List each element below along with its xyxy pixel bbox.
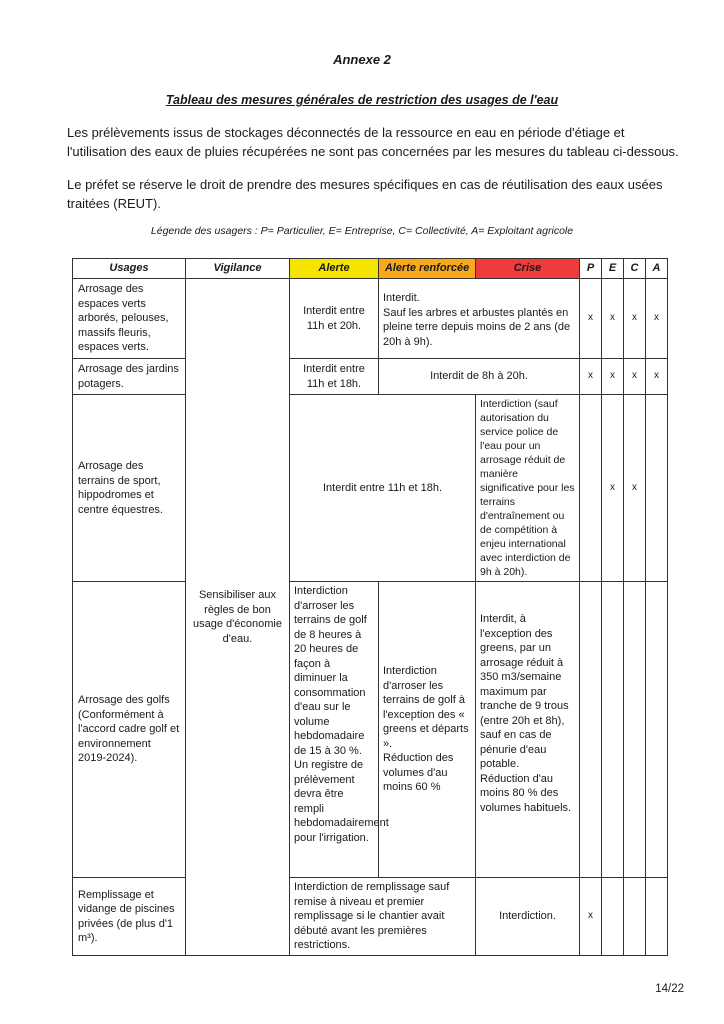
vigilance-text: Sensibiliser aux règles de bon usage d'économie d'eau. — [193, 589, 282, 645]
c-piscines — [624, 878, 646, 956]
intro-paragraph-1: Les prélèvements issus de stockages déconnectés de la ressource en eau en période d'étiage et l'utilisation des eaux de pluies récupérées ne sont pas concernées par les mesures du tableau ci-dessous. — [67, 125, 679, 159]
alerte-golfs: Interdiction d'arroser les terrains de golf de 8 heures à 20 heures de façon à diminuer la consommation d'eau sur le volume hebdomadaire de 15 à 30 %. Un registre de prélèvement devra être rempli hebdomadairement pour l'irrigation. — [290, 582, 379, 878]
header-alerte-renforcee: Alerte renforcée — [379, 259, 476, 279]
table-title: Tableau des mesures générales de restriction des usages de l'eau — [165, 93, 559, 107]
usage-jardins-potagers: Arrosage des jardins potagers. — [73, 359, 186, 395]
intro-paragraph-2: Le préfet se réserve le droit de prendre des mesures spécifiques en cas de réutilisation des eaux usées traitées (REUT). — [67, 177, 663, 211]
usage-golfs: Arrosage des golfs (Conformément à l'accord cadre golf et environnement 2019-2024). — [73, 582, 186, 878]
table-header-row — [73, 259, 668, 279]
header-crise: Crise — [476, 259, 580, 279]
renforcee-crise-jardins-potagers: Interdit de 8h à 20h. — [379, 359, 580, 395]
espaces-verts-exception: Sauf les arbres et arbustes plantés en pleine terre depuis moins de 2 ans (de 20h à 9h). — [383, 306, 571, 348]
usage-espaces-verts: Arrosage des espaces verts arborés, pelouses, massifs fleuris, espaces verts. — [73, 279, 186, 359]
header-p: P — [580, 259, 602, 279]
header-vigilance: Vigilance — [186, 259, 290, 279]
golfs-renforcee-reduction: Réduction des volumes d'au moins 60 % — [383, 752, 454, 794]
renforcee-crise-espaces-verts — [379, 279, 580, 359]
p-espaces-verts: x — [580, 279, 602, 359]
header-alerte: Alerte — [290, 259, 379, 279]
p-jardins-potagers: x — [580, 359, 602, 395]
table-row — [73, 359, 668, 395]
e-terrains-sport: x — [602, 395, 624, 582]
p-terrains-sport — [580, 395, 602, 582]
alerte-renforcee-piscines: Interdiction de remplissage sauf remise à niveau et premier remplissage si le chantier avait débuté avant les premières restrictions. — [290, 878, 476, 956]
c-terrains-sport: x — [624, 395, 646, 582]
users-legend: Légende des usagers : P= Particulier, E= Entreprise, C= Collectivité, A= Exploitant agricole — [150, 225, 574, 237]
annex-title: Annexe 2 — [333, 52, 391, 67]
e-espaces-verts: x — [602, 279, 624, 359]
crise-terrains-sport: Interdiction (sauf autorisation du service police de l'eau pour un arrosage réduit de manière significative pour les terrains d'entraînement ou de compétition à enjeu international avec interdiction de 9h à 20h). — [476, 395, 580, 582]
a-piscines — [646, 878, 668, 956]
espaces-verts-interdit: Interdit. — [383, 292, 420, 304]
alerte-renforcee-terrains-sport: Interdit entre 11h et 18h. — [290, 395, 476, 582]
e-golfs — [602, 582, 624, 878]
vigilance-cell — [186, 279, 290, 956]
p-golfs — [580, 582, 602, 878]
alerte-espaces-verts: Interdit entre 11h et 20h. — [290, 279, 379, 359]
golfs-crise-interdit: Interdit, à l'exception des greens, par un arrosage réduit à 350 m3/semaine maximum par tranche de 9 trous (entre 20h et 8h), sauf en cas de pénurie d'eau potable. — [480, 613, 569, 770]
usage-terrains-sport: Arrosage des terrains de sport, hippodromes et centre équestres. — [73, 395, 186, 582]
renforcee-golfs — [379, 582, 476, 878]
a-golfs — [646, 582, 668, 878]
e-piscines — [602, 878, 624, 956]
table-row — [73, 279, 668, 359]
crise-piscines: Interdiction. — [476, 878, 580, 956]
c-espaces-verts: x — [624, 279, 646, 359]
header-usages: Usages — [73, 259, 186, 279]
header-e: E — [602, 259, 624, 279]
table-row — [73, 878, 668, 956]
c-golfs — [624, 582, 646, 878]
page-number: 14/22 — [655, 983, 684, 995]
e-jardins-potagers: x — [602, 359, 624, 395]
golfs-renforcee-interdiction: Interdiction d'arroser les terrains de golf à l'exception des « greens et départs ». — [383, 665, 469, 750]
p-piscines: x — [580, 878, 602, 956]
a-espaces-verts: x — [646, 279, 668, 359]
golfs-crise-reduction: Réduction d'au moins 80 % des volumes habituels. — [480, 772, 572, 814]
table-row — [73, 582, 668, 878]
table-row — [73, 395, 668, 582]
c-jardins-potagers: x — [624, 359, 646, 395]
header-c: C — [624, 259, 646, 279]
header-a: A — [646, 259, 668, 279]
crise-golfs — [476, 582, 580, 878]
alerte-jardins-potagers: Interdit entre 11h et 18h. — [290, 359, 379, 395]
a-jardins-potagers: x — [646, 359, 668, 395]
restrictions-table — [72, 258, 668, 956]
usage-piscines: Remplissage et vidange de piscines privées (de plus d'1 m³). — [73, 878, 186, 956]
a-terrains-sport — [646, 395, 668, 582]
